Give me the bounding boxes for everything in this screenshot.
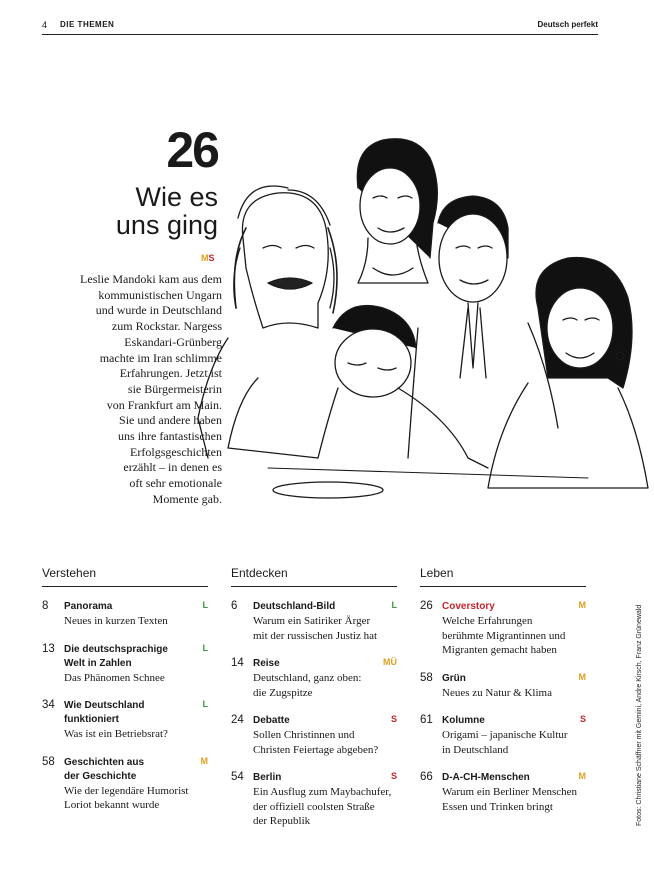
headline-line: uns ging <box>115 210 218 240</box>
toc-description-line: Origami – japanische Kultur <box>442 729 568 741</box>
intro-line: Eskandari-Grünberg <box>124 334 222 349</box>
toc-title <box>64 600 208 614</box>
toc-description-line: mit der russischen Justiz hat <box>253 629 378 642</box>
toc-description-line: Ein Ausflug zum Maybachufer, <box>253 786 392 798</box>
lead-page-number[interactable]: 26 <box>166 122 218 178</box>
toc-entry[interactable] <box>42 699 208 742</box>
man-left-figure <box>198 186 348 458</box>
toc-page-number: 8 <box>42 600 49 612</box>
toc-description <box>253 728 397 757</box>
toc-page-number: 24 <box>231 714 244 726</box>
woman-top-figure <box>357 139 437 283</box>
intro-line: zum Rockstar. Nargess <box>111 319 222 334</box>
intro-line: und wurde in Deutschland <box>95 303 222 318</box>
intro-line: sie Bürgermeisterin <box>127 381 222 396</box>
toc-description-line: Essen und Trinken bringt <box>442 800 553 813</box>
toc-title-line: Die deutschsprachige <box>64 643 168 655</box>
toc-description-line: Das Phänomen Schnee <box>64 671 165 684</box>
toc-title-line: Wie Deutschland <box>64 700 145 711</box>
level-letter: M <box>201 253 209 263</box>
toc-description-line: Warum ein Berliner Menschen <box>442 786 578 798</box>
toc-description-line: Welche Erfahrungen <box>442 615 533 627</box>
toc-description-line: der offiziell coolsten Straße <box>253 800 375 813</box>
toc-title <box>253 657 397 671</box>
level-badge: M <box>578 671 586 682</box>
toc-description <box>442 785 586 814</box>
page-header <box>42 20 598 35</box>
intro-line: von Frankfurt am Main. <box>106 397 222 412</box>
toc-page-number: 58 <box>420 671 433 684</box>
level-badge: L <box>202 642 208 653</box>
toc-description-line: die Zugspitze <box>253 686 313 699</box>
toc-description-line: Warum ein Satiriker Ärger <box>253 615 371 627</box>
toc-entry[interactable] <box>420 672 586 701</box>
toc-description <box>253 785 397 829</box>
man-front-figure <box>228 306 588 499</box>
column-leben <box>420 566 586 814</box>
toc-entry[interactable] <box>231 771 397 829</box>
toc-description <box>253 614 397 643</box>
toc-description-line: Neues zu Natur & Klima <box>442 686 552 699</box>
toc-title-line: Panorama <box>64 601 113 612</box>
column-heading: Entdecken <box>231 566 397 587</box>
level-badge: M <box>200 755 208 766</box>
toc-title <box>442 714 586 728</box>
level-badge: M <box>578 600 586 610</box>
toc-description <box>253 671 397 700</box>
toc-description-line: Christen Feiertage abgeben? <box>253 743 379 756</box>
level-badge: L <box>391 600 397 610</box>
toc-page-number: 34 <box>42 699 55 711</box>
column-verstehen <box>42 566 208 813</box>
level-badge: L <box>202 699 208 709</box>
toc-entry[interactable] <box>420 771 586 814</box>
page-number: 4 <box>42 20 48 30</box>
toc-description <box>64 784 208 813</box>
toc-page-number: 66 <box>420 771 433 783</box>
section-title: DIE THEMEN <box>60 20 115 29</box>
intro-line: Sie und andere haben <box>119 413 222 428</box>
column-entdecken <box>231 566 397 829</box>
woman-right-figure <box>488 258 648 489</box>
toc-description-line: Migranten gemacht haben <box>442 644 557 656</box>
toc-entry[interactable] <box>42 600 208 629</box>
toc-description-line: Deutschland, ganz oben: <box>253 672 362 684</box>
magazine-name: Deutsch perfekt <box>537 20 598 29</box>
toc-title-line: Coverstory <box>442 601 495 612</box>
column-heading: Verstehen <box>42 566 208 587</box>
toc-description <box>442 728 586 757</box>
level-badge: S <box>390 771 397 781</box>
toc-description-line: Sollen Christinnen und <box>253 729 355 741</box>
toc-page-number: 13 <box>42 642 55 655</box>
toc-entry[interactable] <box>420 600 586 658</box>
toc-title-line: Welt in Zahlen <box>64 657 132 669</box>
toc-description <box>64 614 208 629</box>
toc-entry[interactable] <box>231 714 397 757</box>
toc-description-line: Was ist ein Betriebsrat? <box>64 728 168 740</box>
intro-line: kommunistischen Ungarn <box>98 287 222 302</box>
toc-page-number: 54 <box>231 771 244 783</box>
intro-line: oft sehr emotionale <box>129 476 222 491</box>
toc-title <box>442 672 586 686</box>
intro-line: erzählt – in denen es <box>123 460 222 475</box>
toc-description <box>64 671 208 686</box>
toc-title-line: Debatte <box>253 715 290 726</box>
level-letter: S <box>208 253 215 263</box>
toc-title-line: der Geschichte <box>64 770 137 782</box>
portrait-group-illustration <box>168 128 654 518</box>
toc-title <box>253 771 397 785</box>
toc-title-line: Deutschland-Bild <box>253 601 336 612</box>
toc-entry[interactable] <box>42 756 208 813</box>
level-badge: MÜ <box>383 657 397 667</box>
photo-credit: Fotos: Christiane Schäffner mit Gemini, Andre Kirsch, Franz Grünewald <box>636 604 643 826</box>
toc-page-number: 61 <box>420 714 433 726</box>
toc-title <box>64 756 208 784</box>
toc-title <box>64 643 208 671</box>
toc-title <box>442 600 586 614</box>
toc-title-line: Berlin <box>253 772 282 783</box>
toc-entry[interactable] <box>42 643 208 686</box>
column-heading: Leben <box>420 566 586 587</box>
toc-title-line: Geschichten aus <box>64 756 145 768</box>
toc-title-line: Grün <box>442 672 466 684</box>
toc-entry[interactable] <box>231 600 397 643</box>
toc-title-line: Reise <box>253 658 280 669</box>
toc-description-line: Wie der legendäre Humorist <box>64 784 189 797</box>
toc-description-line: berühmte Migrantinnen und <box>442 629 566 642</box>
toc-title <box>253 600 397 614</box>
toc-page-number: 26 <box>420 600 433 612</box>
intro-line: uns ihre fantastischen <box>118 429 222 444</box>
toc-description-line: Neues in kurzen Texten <box>64 615 168 627</box>
level-badge: M <box>578 771 586 781</box>
intro-line: Erfahrungen. Jetzt ist <box>119 366 222 381</box>
level-badge: L <box>202 600 208 610</box>
level-badge: S <box>390 714 397 724</box>
toc-title <box>64 699 208 727</box>
toc-page-number: 6 <box>231 600 238 612</box>
intro-line: Erfolgsgeschichten <box>130 444 222 459</box>
toc-title <box>253 714 397 728</box>
toc-page-number: 14 <box>231 657 244 669</box>
intro-line: Momente gab. <box>152 491 222 506</box>
toc-description <box>64 727 208 742</box>
toc-description-line: in Deutschland <box>442 743 509 756</box>
toc-description <box>442 614 586 658</box>
toc-page-number: 58 <box>42 755 55 768</box>
toc-title <box>442 771 586 785</box>
intro-line: Leslie Mandoki kam aus dem <box>80 272 222 286</box>
toc-description-line: der Republik <box>253 815 311 827</box>
level-badge: S <box>579 714 586 724</box>
toc-description-line: Loriot bekannt wurde <box>64 799 160 811</box>
toc-title-line: Kolumne <box>442 715 485 726</box>
intro-line: machte im Iran schlimme <box>99 350 222 365</box>
toc-entry[interactable] <box>231 657 397 700</box>
toc-description <box>442 686 586 701</box>
headline-line: Wie es <box>135 182 218 212</box>
toc-title-line: funktioniert <box>64 714 119 725</box>
toc-entry[interactable] <box>420 714 586 757</box>
toc-title-line: D-A-CH-Menschen <box>442 772 530 783</box>
